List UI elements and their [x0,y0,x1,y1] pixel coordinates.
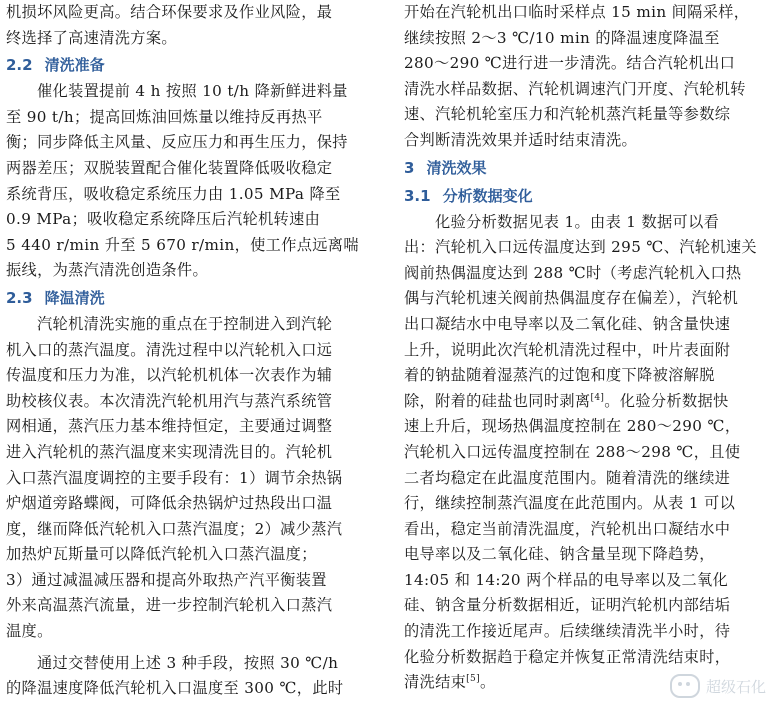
paragraph-line: 温度。 [6,622,53,641]
paragraph-line: 化验分析数据见表 1。由表 1 数据可以看 [435,212,720,231]
paragraph-line: 出口凝结水中电导率以及二氧化硅、钠含量快速 [404,314,731,333]
citation-ref[interactable]: [4] [590,392,605,403]
paragraph-text: 。化验分析数据快 [604,391,729,410]
paragraph-line: 炉烟道旁路蝶阀，可降低余热锅炉过热段出口温 [6,494,333,513]
paragraph-line: 5 440 r/min 升至 5 670 r/min，使工作点远离喘 [6,235,359,254]
paragraph-line: 振线，为蒸汽清洗创造条件。 [6,261,208,280]
section-heading-2-3 [6,284,378,312]
paragraph-line: 至 90 t/h；提高回炼油回炼量以维持反再热平 [6,107,323,126]
paragraph-line: 网相通，蒸汽压力基本维持恒定，主要通过调整 [6,417,333,436]
paragraph-line: 入口蒸汽温度调控的主要手段有：1）调节余热锅 [6,468,343,487]
citation-ref[interactable]: [5] [466,674,480,685]
section-number: 2.3 [6,288,33,307]
paragraph-line: 着的钠盐随着湿蒸汽的过饱和度下降被溶解脱 [404,366,715,385]
paragraph-text: 清洗结束 [404,673,467,692]
section-title: 分析数据变化 [442,186,533,205]
paragraph-line: 助校核仪表。本次清洗汽轮机用汽与蒸汽系统管 [6,391,333,410]
paragraph-line: 速上升后，现场热偶温度控制在 280～290 ℃， [404,417,741,436]
section-title: 清洗准备 [44,56,105,75]
paragraph-line: 的降温速度降低汽轮机入口温度至 300 ℃，此时 [6,679,344,698]
paragraph-text: 。 [479,673,496,692]
paragraph-line: 速、汽轮机轮室压力和汽轮机蒸汽耗量等参数综 [404,105,731,124]
left-column [6,0,378,706]
intro-line: 终选择了高速清洗方案。 [6,28,177,47]
paragraph-line: 阀前热偶温度达到 288 ℃时（考虑汽轮机入口热 [404,263,742,282]
paragraph-line: 外来高温蒸汽流量，进一步控制汽轮机入口蒸汽 [6,596,333,615]
wechat-icon [670,674,700,698]
right-column [404,0,776,706]
section-title: 清洗效果 [426,158,487,177]
paragraph-line: 3）通过减温减压器和提高外取热产汽平衡装置 [6,570,327,589]
paragraph-line: 偶与汽轮机速关阀前热偶温度存在偏差），汽轮机 [404,289,739,308]
section-number: 2.2 [6,56,33,75]
watermark-text: 超级石化 [705,677,766,696]
paragraph-line: 合判断清洗效果并适时结束清洗。 [404,130,638,149]
paragraph-line: 汽轮机入口远传温度控制在 288～298 ℃，且使 [404,442,741,461]
paragraph-line: 化验分析数据趋于稳定并恢复正常清洗结束时， [404,647,731,666]
section-heading-2-2 [6,51,378,79]
section-heading-3 [404,154,776,182]
paragraph-line: 传温度和压力为准，以汽轮机机体一次表作为辅 [6,366,333,385]
paragraph-line: 机入口的蒸汽温度。清洗过程中以汽轮机入口远 [6,340,333,359]
paragraph-line: 通过交替使用上述 3 种手段，按照 30 ℃/h [37,653,339,672]
paragraph-line: 上升，说明此次汽轮机清洗过程中，叶片表面附 [404,340,731,359]
paragraph-line: 开始在汽轮机出口临时采样点 15 min 间隔采样， [404,3,750,21]
paragraph-line: 加热炉瓦斯量可以降低汽轮机入口蒸汽温度； [6,545,317,564]
paragraph-line: 清洗水样品数据、汽轮机调速汽门开度、汽轮机转 [404,79,746,98]
paragraph-line: 看出，稳定当前清洗温度，汽轮机出口凝结水中 [404,519,731,538]
paragraph-line: 硅、钠含量分析数据相近，证明汽轮机内部结垢 [404,596,731,615]
paragraph-line: 出：汽轮机入口远传温度达到 295 ℃、汽轮机速关 [404,238,757,257]
paragraph-line: 系统背压，吸收稳定系统压力由 1.05 MPa 降至 [6,184,341,203]
paragraph-text: 除，附着的硅盐也同时剥离 [404,391,591,410]
section-number: 3 [404,158,415,177]
paragraph-line: 的清洗工作接近尾声。后续继续清洗半小时，待 [404,622,731,641]
section-number: 3.1 [404,186,431,205]
paragraph-line: 进入汽轮机的蒸汽温度来实现清洗目的。汽轮机 [6,442,333,461]
paragraph-line [404,389,776,415]
paragraph-line: 行，继续控制蒸汽温度在此范围内。从表 1 可以 [404,494,736,513]
paragraph-line: 两器差压；双脱装置配合催化装置降低吸收稳定 [6,158,333,177]
paragraph-line: 催化装置提前 4 h 按照 10 t/h 降新鲜进料量 [37,82,348,101]
paragraph-line: 二者均稳定在此温度范围内。随着清洗的继续进 [404,468,731,487]
section-title: 降温清洗 [44,288,105,307]
paragraph-line: 14:05 和 14:20 两个样品的电导率以及二氧化 [404,570,729,589]
paragraph-line: 280～290 ℃进行进一步清洗。结合汽轮机出口 [404,54,736,73]
section-heading-3-1 [404,182,776,210]
paragraph-line: 度，继而降低汽轮机入口蒸汽温度；2）减少蒸汽 [6,519,343,538]
paragraph-line: 0.9 MPa；吸收稳定系统降压后汽轮机转速由 [6,210,321,229]
paragraph-line: 汽轮机清洗实施的重点在于控制进入到汽轮 [37,314,333,333]
paragraph-line: 电导率以及二氧化硅、钠含量呈现下降趋势， [404,545,715,564]
paragraph-line: 衡；同步降低主风量、反应压力和再生压力，保持 [6,133,348,152]
intro-line: 机损坏风险更高。结合环保要求及作业风险，最 [6,3,333,21]
watermark [670,674,766,698]
paragraph-line: 继续按照 2～3 ℃/10 min 的降温速度降温至 [404,28,720,47]
